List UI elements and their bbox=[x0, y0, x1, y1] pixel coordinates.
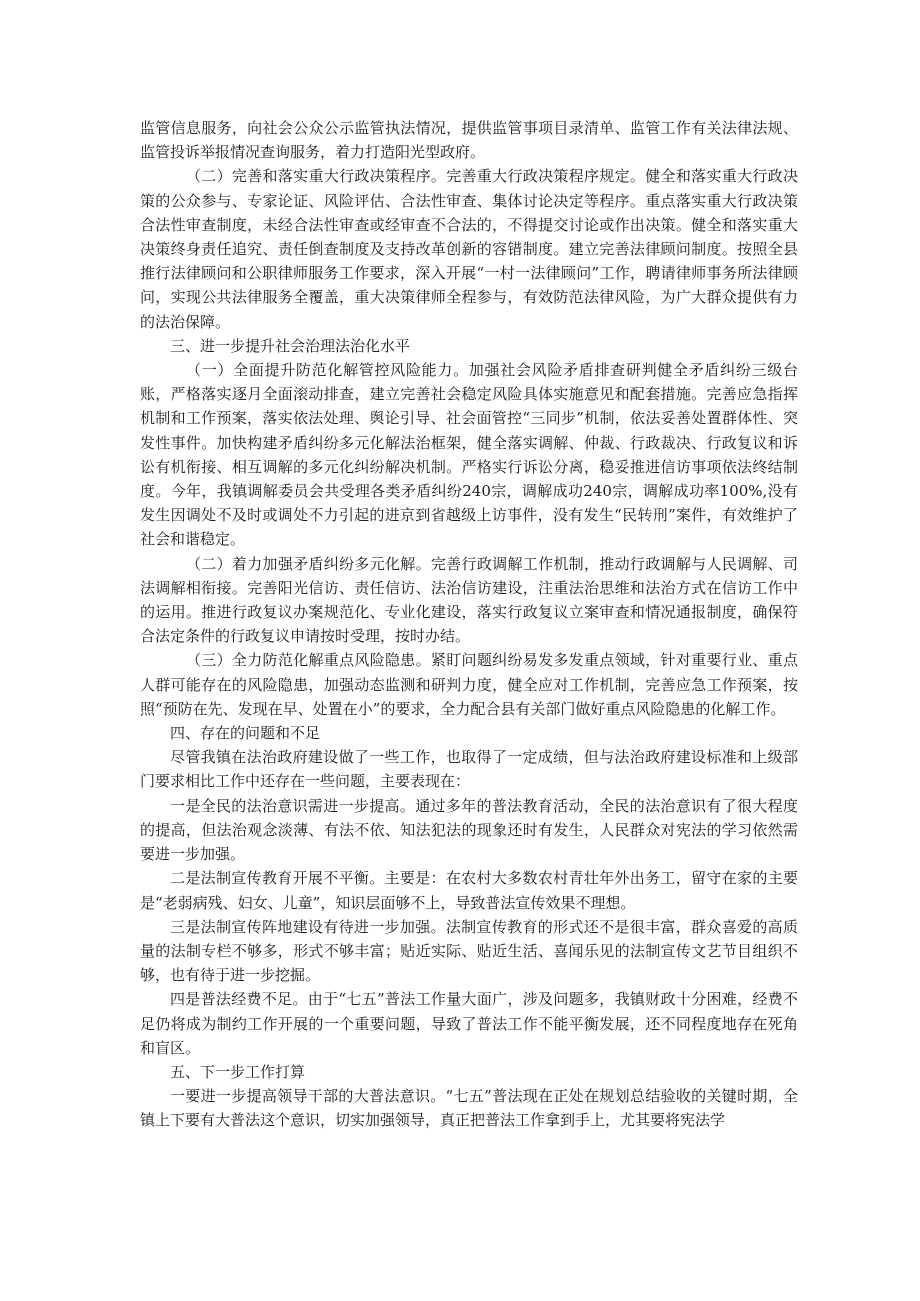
section-heading: 五、下一步工作打算 bbox=[170, 1062, 306, 1081]
paragraph: （二）完善和落实重大行政决策程序。完善重大行政决策程序规定。健全和落实重大行政决策的公众参与、专家论证、风险评估、合法性审查、集体讨论决定等程序。重点落实重大行政决策合法性审查制度，未经合法性审查或经审查不合法的，不得提交讨论或作出决策。健全和落实重大决策终身责任追究、责任倒查制度及支持改革创新的容错制度。建立完善法律顾问制度。按照全县推行法律顾问和公职律师服务工作要求，深入开展“一村一法律顾问”工作，聘请律师事务所法律顾问，实现公共法律服务全覆盖，重大决策律师全程参与，有效防范法律风险，为广大群众提供有力的法治保障。 bbox=[140, 167, 798, 331]
paragraph: （三）全力防范化解重点风险隐患。紧盯问题纠纷易发多发重点领域，针对重要行业、重点人群可能存在的风险隐患，加强动态监测和研判力度，健全应对工作机制，完善应急工作预案，按照“预防在先、发现在早、处置在小”的要求，全力配合县有关部门做好重点风险隐患的化解工作。 bbox=[140, 651, 798, 718]
paragraph: 一是全民的法治意识需进一步提高。通过多年的普法教育活动，全民的法治意识有了很大程度的提高，但法治观念淡薄、有法不依、知法犯法的现象还时有发生，人民群众对宪法的学习依然需要进一步加强。 bbox=[140, 796, 798, 864]
section-heading: 四、存在的问题和不足 bbox=[170, 724, 321, 743]
section-heading: 三、进一步提升社会治理法治化水平 bbox=[170, 336, 411, 355]
paragraph: 监管信息服务，向社会公众公示监管执法情况，提供监管事项目录清单、监管工作有关法律法规、监管投诉举报情况查询服务，着力打造阳光型政府。 bbox=[140, 119, 798, 162]
paragraph: 四是普法经费不足。由于“七五”普法工作量大面广，涉及问题多，我镇财政十分困难，经费不足仍将成为制约工作开展的一个重要问题，导致了普法工作不能平衡发展，还不同程度地存在死角和盲区。 bbox=[140, 990, 798, 1057]
document-body bbox=[140, 116, 798, 1133]
paragraph: 三是法制宣传阵地建设有待进一步加强。法制宣传教育的形式还不是很丰富，群众喜爱的高质量的法制专栏不够多，形式不够丰富；贴近实际、贴近生活、喜闻乐见的法制宣传文艺节目组织不够，也有待于进一步挖掘。 bbox=[140, 917, 798, 985]
paragraph: （一）全面提升防范化解管控风险能力。加强社会风险矛盾排查研判健全矛盾纠纷三级台账，严格落实逐月全面滚动排查，建立完善社会稳定风险具体实施意见和配套措施。完善应急指挥机制和工作预案，落实依法处理、舆论引导、社会面管控“三同步”机制，依法妥善处置群体性、突发性事件。加快构建矛盾纠纷多元化解法治框架，健全落实调解、仲裁、行政裁决、行政复议和诉讼有机衔接、相互调解的多元化纠纷解决机制。严格实行诉讼分离，稳妥推进信访事项依法终结制度。今年，我镇调解委员会共受理各类矛盾纠纷240宗，调解成功240宗，调解成功率100%,没有发生因调处不及时或调处不力引起的进京到省越级上访事件，没有发生“民转刑”案件，有效维护了社会和谐稳定。 bbox=[140, 361, 798, 549]
paragraph: 尽管我镇在法治政府建设做了一些工作，也取得了一定成绩，但与法治政府建设标准和上级部门要求相比工作中还存在一些问题，主要表现在： bbox=[140, 748, 798, 791]
paragraph: 二是法制宣传教育开展不平衡。主要是：在农村大多数农村青壮年外出务工，留守在家的主要是“老弱病残、妇女、儿童”，知识层面够不上，导致普法宣传效果不理想。 bbox=[140, 869, 798, 912]
paragraph: （二）着力加强矛盾纠纷多元化解。完善行政调解工作机制，推动行政调解与人民调解、司法调解相衔接。完善阳光信访、责任信访、法治信访建设，注重法治思维和法治方式在信访工作中的运用。推进行政复议办案规范化、专业化建设，落实行政复议立案审查和情况通报制度，确保符合法定条件的行政复议申请按时受理，按时办结。 bbox=[140, 554, 798, 646]
paragraph: 一要进一步提高领导干部的大普法意识。“七五”普法现在正处在规划总结验收的关键时期，全镇上下要有大普法这个意识，切实加强领导，真正把普法工作拿到手上，尤其要将宪法学 bbox=[140, 1087, 798, 1130]
